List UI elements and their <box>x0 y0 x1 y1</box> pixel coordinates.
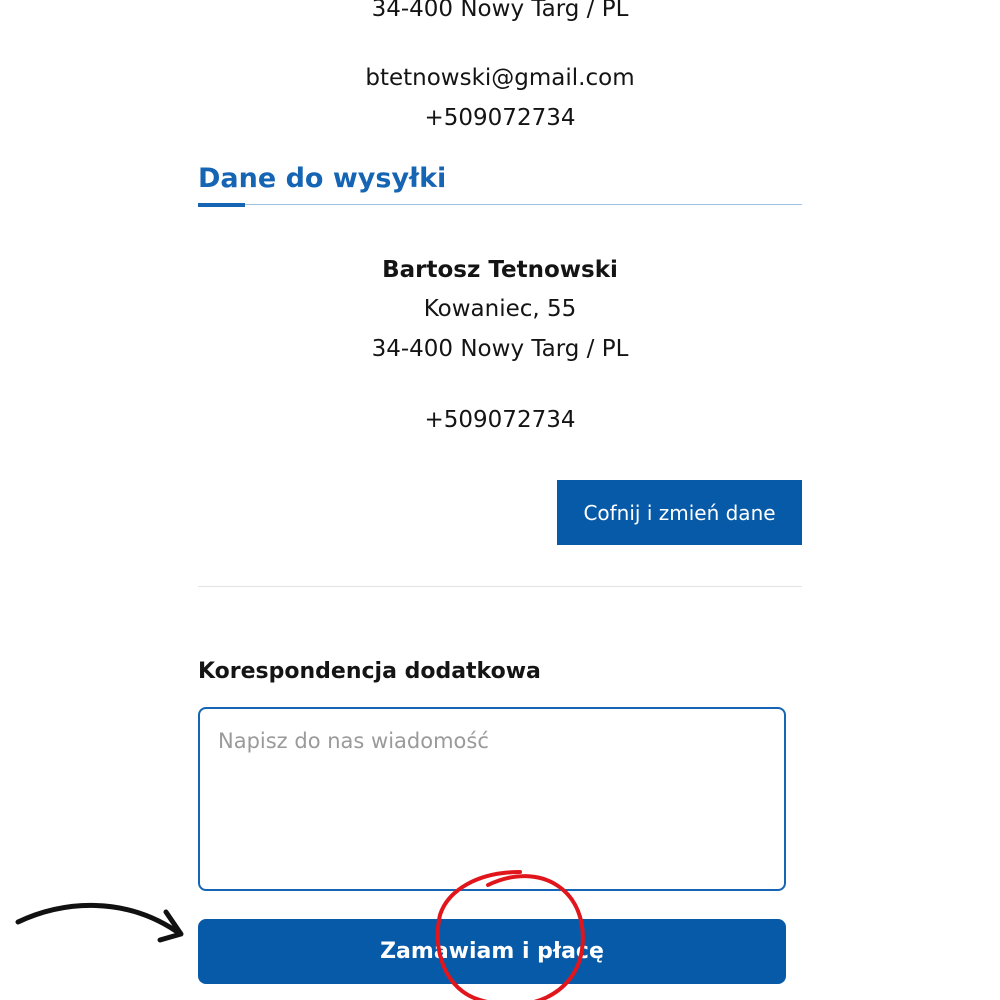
shipping-name: Bartosz Tetnowski <box>382 257 618 283</box>
shipping-city-line: 34-400 Nowy Targ / PL <box>371 336 629 362</box>
message-textarea[interactable] <box>198 707 786 891</box>
pointing-arrow-icon <box>18 905 181 940</box>
content-divider <box>198 586 802 587</box>
section-divider <box>198 204 802 205</box>
contact-email: btetnowski@gmail.com <box>365 65 635 91</box>
message-field-label: Korespondencja dodatkowa <box>198 659 541 684</box>
order-and-pay-button[interactable]: Zamawiam i płacę <box>198 919 786 984</box>
section-divider-accent <box>198 203 245 207</box>
shipping-phone: +509072734 <box>424 407 576 433</box>
back-and-edit-button[interactable]: Cofnij i zmień dane <box>557 480 802 545</box>
shipping-section-title: Dane do wysyłki <box>198 163 447 194</box>
contact-city-line: 34-400 Nowy Targ / PL <box>371 0 629 22</box>
contact-phone: +509072734 <box>424 105 576 131</box>
shipping-street: Kowaniec, 55 <box>423 296 577 322</box>
